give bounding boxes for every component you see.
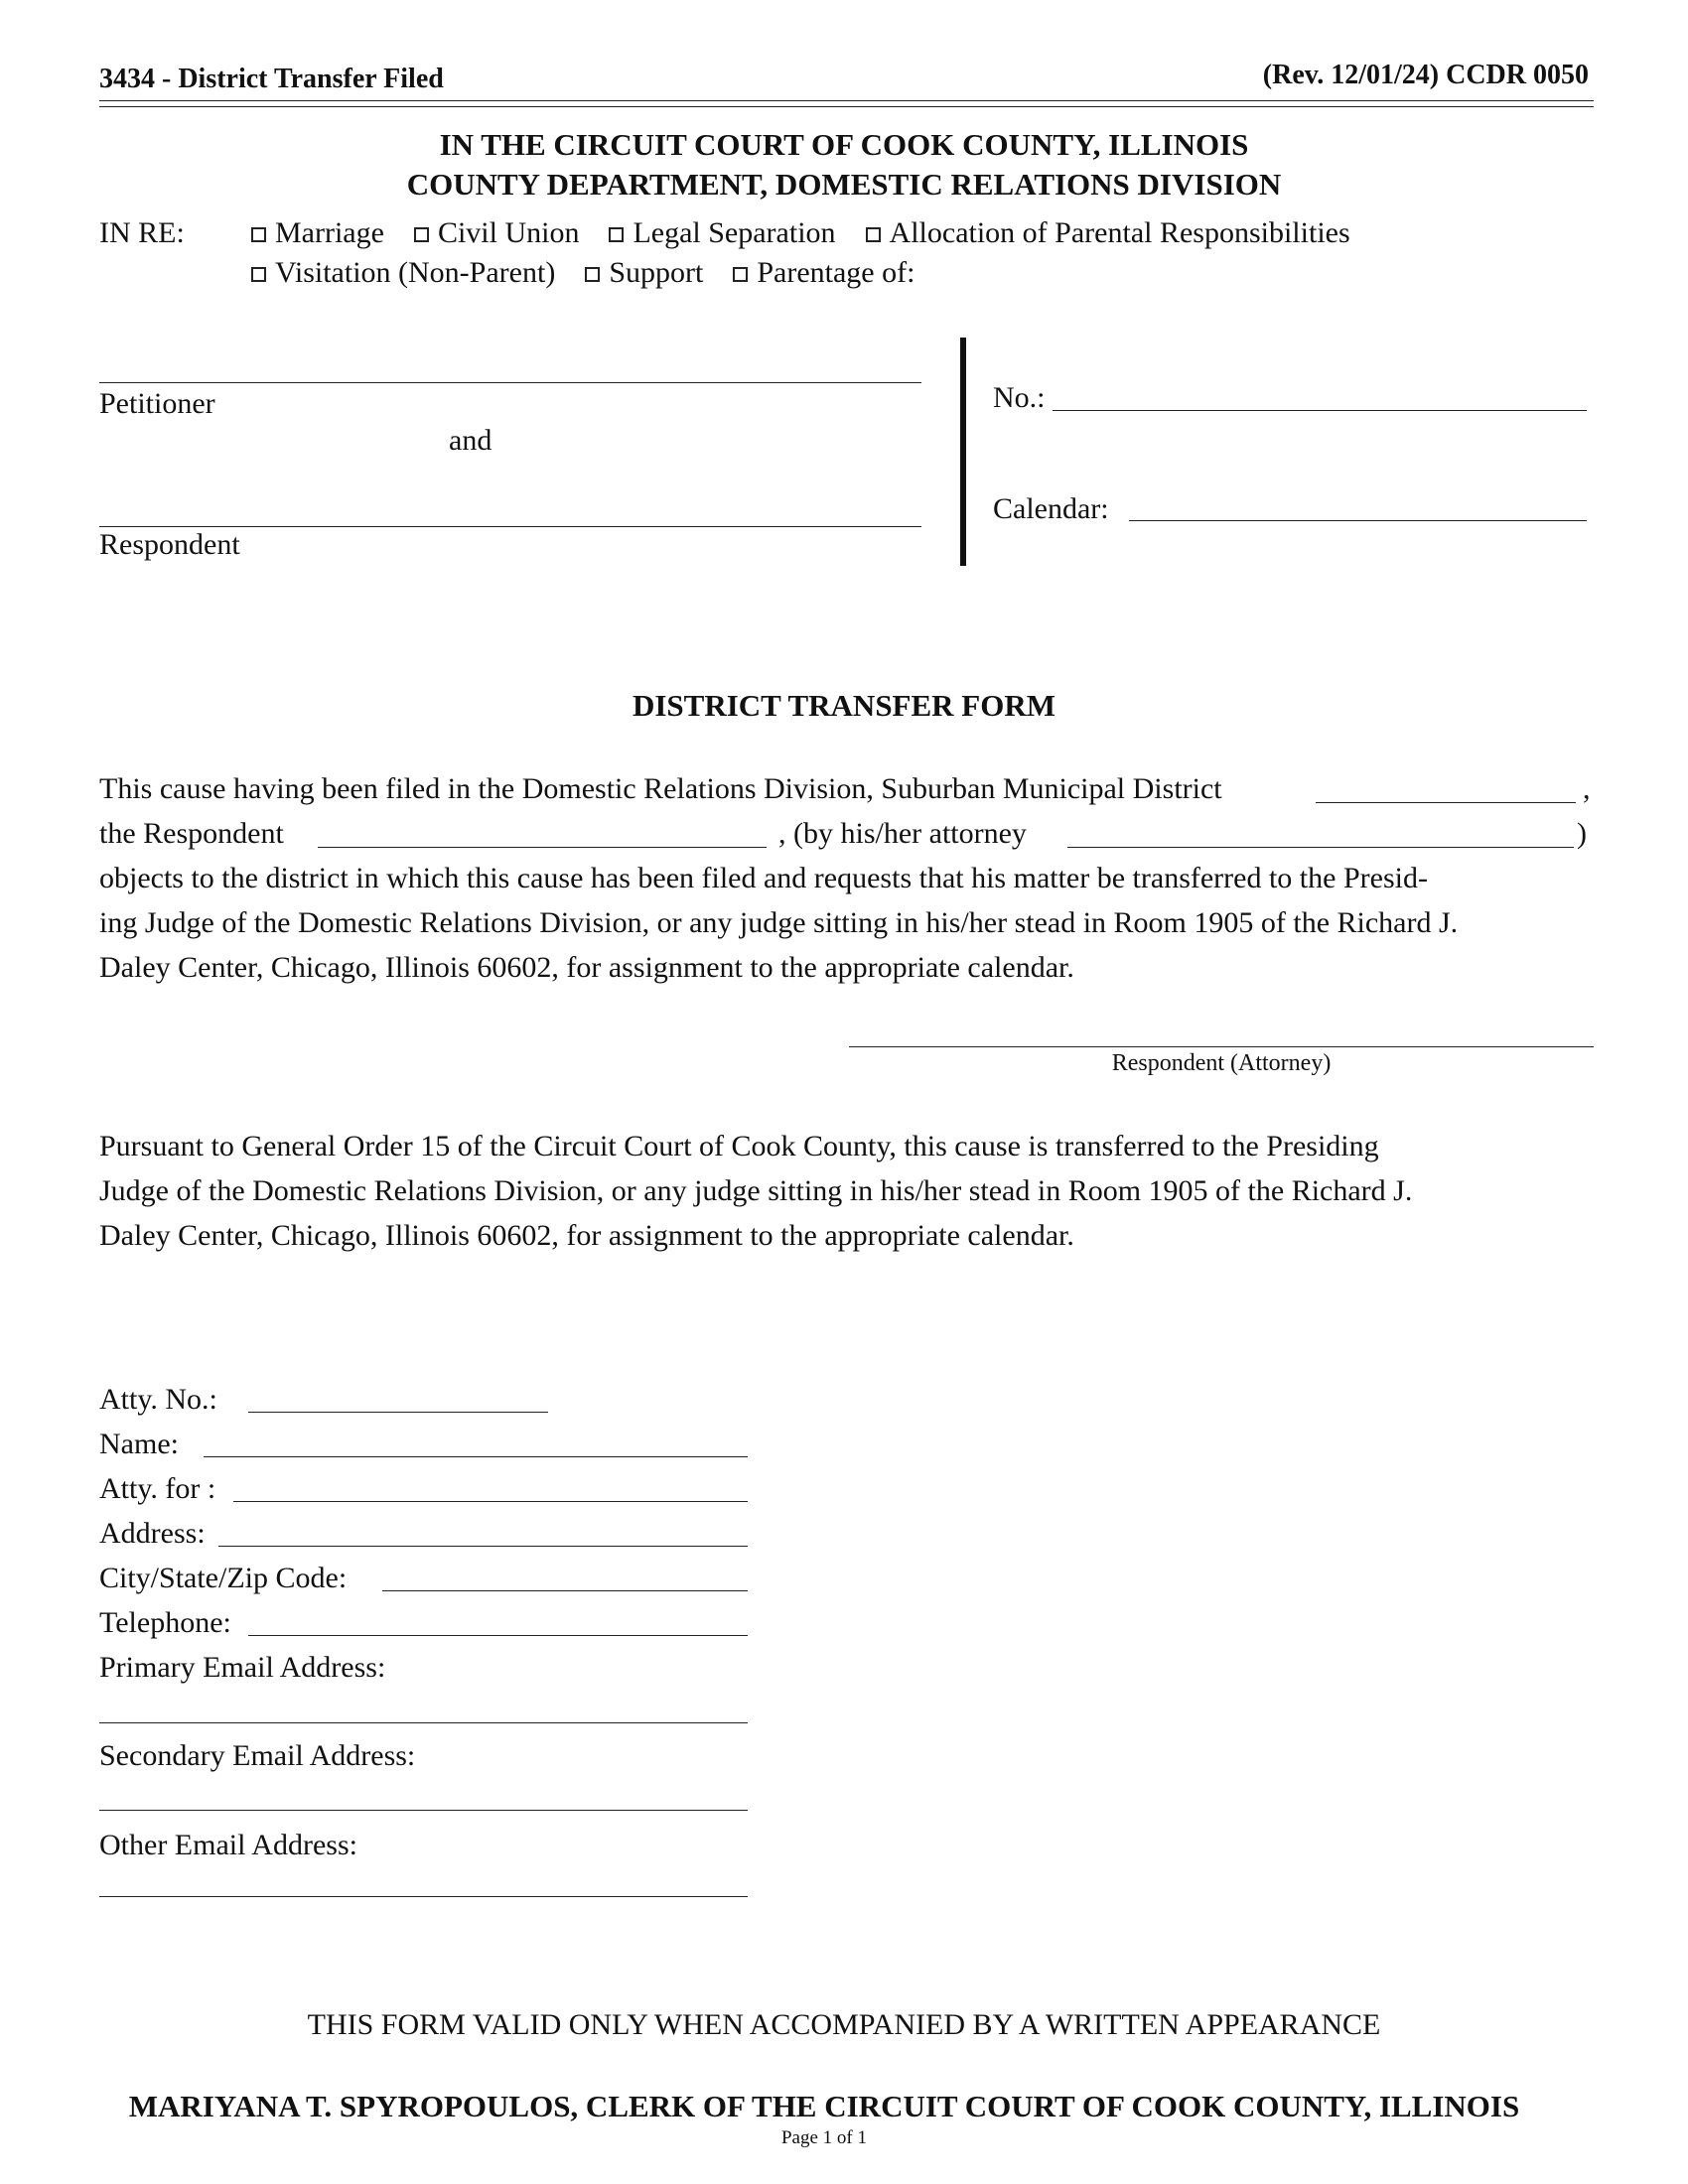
objection-line-1: This cause having been filed in the Domestic Relations Division, Suburban Municipal District [99,772,1222,805]
primary-email-field[interactable] [99,1722,748,1723]
atty-for-field[interactable] [233,1501,748,1502]
signature-label: Respondent (Attorney) [1111,1050,1332,1076]
header-rule-top [99,100,1594,101]
marriage-option[interactable]: Marriage [251,216,384,250]
calendar-label: Calendar: [993,492,1109,525]
allocation-option[interactable]: Allocation of Parental Responsibilities [866,216,1350,250]
close-paren: ) [1577,817,1587,850]
secondary-email-field[interactable] [99,1810,748,1811]
atty-no-field[interactable] [248,1412,548,1413]
address-label: Address: [99,1517,206,1550]
caption-divider [960,338,966,566]
court-title-line2: COUNTY DEPARTMENT, DOMESTIC RELATIONS DIVISION [406,167,1282,202]
civil-union-option[interactable]: Civil Union [414,216,580,250]
telephone-label: Telephone: [99,1606,231,1639]
other-email-field[interactable] [99,1896,748,1897]
support-option[interactable]: Support [585,256,703,290]
order-line-3: Daley Center, Chicago, Illinois 60602, for assignment to the appropriate calendar. [99,1219,1074,1252]
district-field[interactable] [1316,802,1576,803]
case-number-field[interactable] [1053,410,1587,411]
visitation-option[interactable]: Visitation (Non-Parent) [251,256,555,290]
checkbox-icon[interactable] [733,267,748,282]
address-field[interactable] [218,1546,748,1547]
order-line-1: Pursuant to General Order 15 of the Circuit Court of Cook County, this cause is transferred to the Presiding [99,1130,1379,1162]
and-label: and [449,424,492,457]
attorney-name-field[interactable] [1067,847,1574,848]
validity-notice: THIS FORM VALID ONLY WHEN ACCOMPANIED BY A WRITTEN APPEARANCE [307,2008,1381,2041]
legal-separation-option[interactable]: Legal Separation [609,216,835,250]
form-id: 3434 - District Transfer Filed [99,64,444,94]
name-label: Name: [99,1428,179,1460]
revision-code: (Rev. 12/01/24) CCDR 0050 [1262,60,1589,90]
objection-line-4: ing Judge of the Domestic Relations Division, or any judge sitting in his/her stead in Room 1905 of the Richard J. [99,906,1459,939]
checkbox-icon[interactable] [866,227,881,242]
case-number-label: No.: [993,381,1046,414]
objection-line-5: Daley Center, Chicago, Illinois 60602, for assignment to the appropriate calendar. [99,951,1074,984]
secondary-email-label: Secondary Email Address: [99,1739,416,1772]
checkbox-icon[interactable] [251,227,266,242]
checkbox-icon[interactable] [609,227,624,242]
respondent-label: Respondent [99,528,240,561]
comma: , [1583,772,1591,805]
other-email-label: Other Email Address: [99,1829,357,1861]
calendar-field[interactable] [1129,520,1587,521]
objection-line-3: objects to the district in which this cause has been filed and requests that his matter be transferred to the Presid- [99,862,1428,894]
atty-for-label: Atty. for : [99,1472,216,1505]
telephone-field[interactable] [248,1635,748,1636]
respondent-field[interactable] [99,526,921,527]
order-line-2: Judge of the Domestic Relations Division, or any judge sitting in his/her stead in Room 1905 of the Richard J. [99,1174,1413,1207]
primary-email-label: Primary Email Address: [99,1651,386,1684]
petitioner-field[interactable] [99,382,921,383]
page-number: Page 1 of 1 [780,2127,867,2148]
case-type-row-1 [251,216,1350,250]
form-title: DISTRICT TRANSFER FORM [632,688,1056,723]
respondent-name-field[interactable] [318,847,767,848]
by-attorney-text: , (by his/her attorney [778,817,1027,850]
name-field[interactable] [204,1456,748,1457]
checkbox-icon[interactable] [251,267,266,282]
in-re-label: IN RE: [99,216,185,249]
atty-no-label: Atty. No.: [99,1383,217,1416]
court-title-line1: IN THE CIRCUIT COURT OF COOK COUNTY, ILLINOIS [439,127,1249,162]
case-type-row-2 [251,256,914,290]
city-state-zip-label: City/State/Zip Code: [99,1562,348,1594]
city-state-zip-field[interactable] [382,1590,748,1591]
parentage-option[interactable]: Parentage of: [733,256,914,290]
clerk-name: MARIYANA T. SPYROPOULOS, CLERK OF THE CIRCUIT COURT OF COOK COUNTY, ILLINOIS [128,2089,1520,2123]
respondent-signature-field[interactable] [849,1046,1594,1047]
respondent-text: the Respondent [99,817,284,850]
petitioner-label: Petitioner [99,387,215,420]
checkbox-icon[interactable] [585,267,600,282]
header-rule-bottom [99,106,1594,107]
checkbox-icon[interactable] [414,227,429,242]
